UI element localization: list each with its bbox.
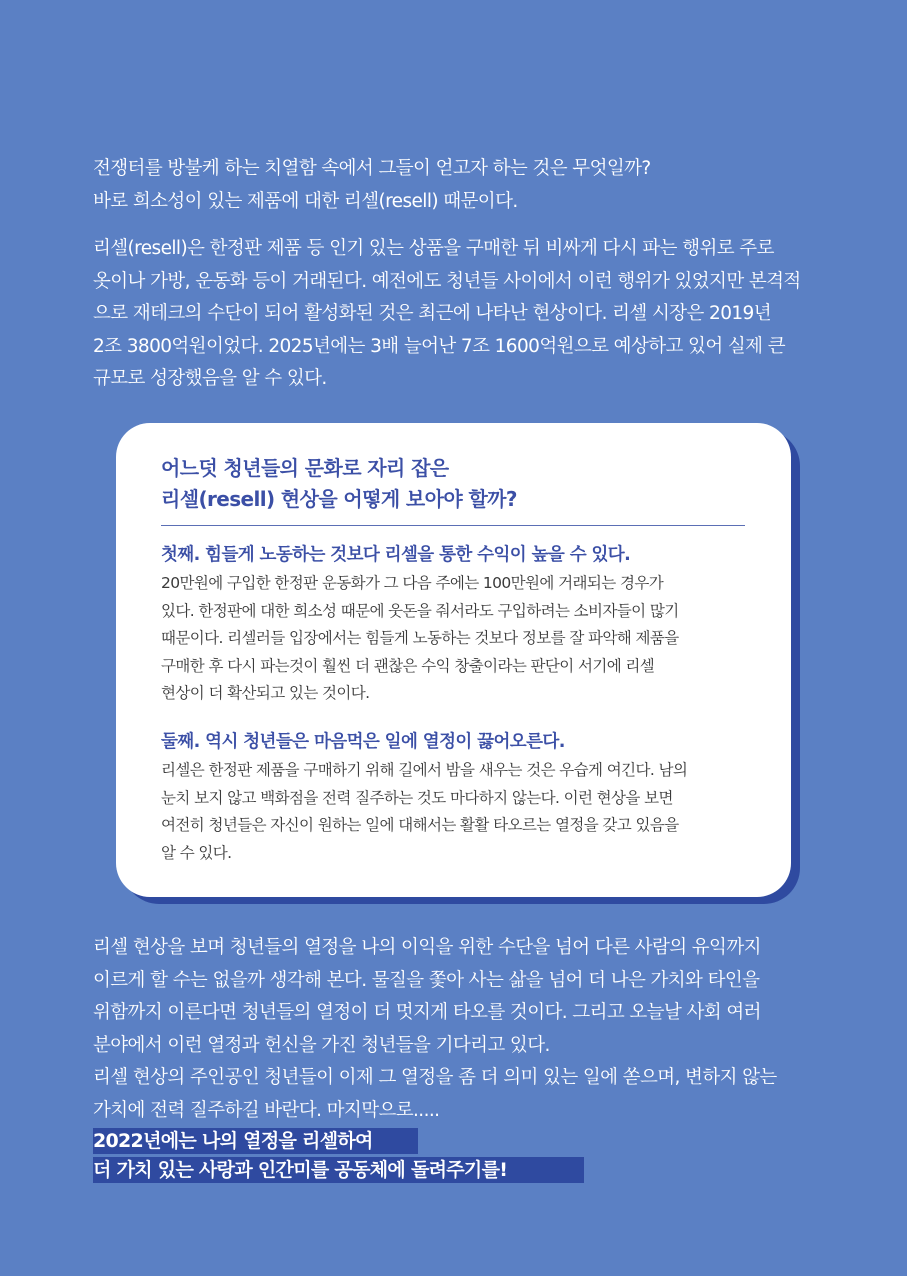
highlight-line-1: 2022년에는 나의 열정을 리셀하여	[93, 1128, 418, 1154]
card-section-first	[161, 541, 747, 708]
card-title	[161, 453, 761, 515]
info-card	[116, 423, 791, 897]
section-line: 있다. 한정판에 대한 희소성 때문에 웃돈을 줘서라도 구입하려는 소비자들이 많기	[161, 601, 679, 620]
paragraph-line: 2조 3800억원이었다. 2025년에는 3배 늘어난 7조 1600억원으로 예상하고 있어 실제 큰	[93, 335, 785, 357]
card-divider	[161, 525, 745, 526]
section-line: 때문이다. 리셀러들 입장에서는 힘들게 노동하는 것보다 정보를 잘 파악해 제품을	[161, 629, 679, 648]
paragraph-line: 리셀(resell)은 한정판 제품 등 인기 있는 상품을 구매한 뒤 비싸게 다시 파는 행위로 주로	[93, 238, 774, 259]
section-line: 현상이 더 확산되고 있는 것이다.	[161, 684, 370, 703]
section-line: 여전히 청년들은 자신이 원하는 일에 대해서는 활활 타오르는 열정을 갖고 있음을	[161, 816, 679, 835]
paragraph-line: 리셀 현상을 보며 청년들의 열정을 나의 이익을 위한 수단을 넘어 다른 사람의 유익까지	[93, 937, 761, 958]
card-section-second	[161, 728, 747, 867]
card-title-line: 리셀(resell) 현상을 어떻게 보아야 할까?	[161, 487, 517, 511]
section-line: 눈치 보지 않고 백화점을 전력 질주하는 것도 마다하지 않는다. 이런 현상을 보면	[161, 788, 673, 807]
conclusion-paragraph	[93, 932, 813, 1127]
intro-line: 바로 희소성이 있는 제품에 대한 리셀(resell) 때문이다.	[93, 191, 518, 212]
card-title-line: 어느덧 청년들의 문화로 자리 잡은	[161, 456, 449, 480]
section-heading: 첫째. 힘들게 노동하는 것보다 리셀을 통한 수익이 높을 수 있다.	[161, 545, 631, 565]
paragraph-line: 으로 재테크의 수단이 되어 활성화된 것은 최근에 나타난 현상이다. 리셀 시장은 2019년	[93, 303, 771, 324]
section-body	[161, 570, 747, 708]
paragraph-line: 리셀 현상의 주인공인 청년들이 이제 그 열정을 좀 더 의미 있는 일에 쏟으며, 변하지 않는	[93, 1067, 777, 1088]
paragraph-line: 옷이나 가방, 운동화 등이 거래된다. 예전에도 청년들 사이에서 이런 행위가 있었지만 본격적	[93, 270, 801, 292]
paragraph-line: 규모로 성장했음을 알 수 있다.	[93, 368, 327, 389]
intro-line: 전쟁터를 방불케 하는 치열함 속에서 그들이 얻고자 하는 것은 무엇일까?	[93, 158, 651, 179]
intro-text	[93, 152, 813, 218]
paragraph-line: 분야에서 이런 열정과 헌신을 가진 청년들을 기다리고 있다.	[93, 1034, 550, 1056]
section-body	[161, 757, 747, 867]
section-heading: 둘째. 역시 청년들은 마음먹은 일에 열정이 끓어오른다.	[161, 732, 565, 752]
section-line: 알 수 있다.	[161, 843, 232, 862]
section-line: 구매한 후 다시 파는것이 훨씬 더 괜찮은 수익 창출이라는 판단이 서기에 리셀	[161, 656, 655, 675]
highlight-line-2: 더 가치 있는 사랑과 인간미를 공동체에 돌려주기를!	[93, 1157, 584, 1183]
paragraph-line: 위함까지 이른다면 청년들의 열정이 더 멋지게 타오를 것이다. 그리고 오늘날 사회 여러	[93, 1002, 761, 1023]
resell-definition-paragraph	[93, 233, 813, 396]
section-line: 20만원에 구입한 한정판 운동화가 그 다음 주에는 100만원에 거래되는 경우가	[161, 574, 664, 592]
paragraph-line: 가치에 전력 질주하길 바란다. 마지막으로.....	[93, 1099, 440, 1121]
paragraph-line: 이르게 할 수는 없을까 생각해 본다. 물질을 쫓아 사는 삶을 넘어 더 나은 가치와 타인을	[93, 969, 760, 991]
section-line: 리셀은 한정판 제품을 구매하기 위해 길에서 밤을 새우는 것은 우습게 여긴다. 남의	[161, 761, 688, 779]
